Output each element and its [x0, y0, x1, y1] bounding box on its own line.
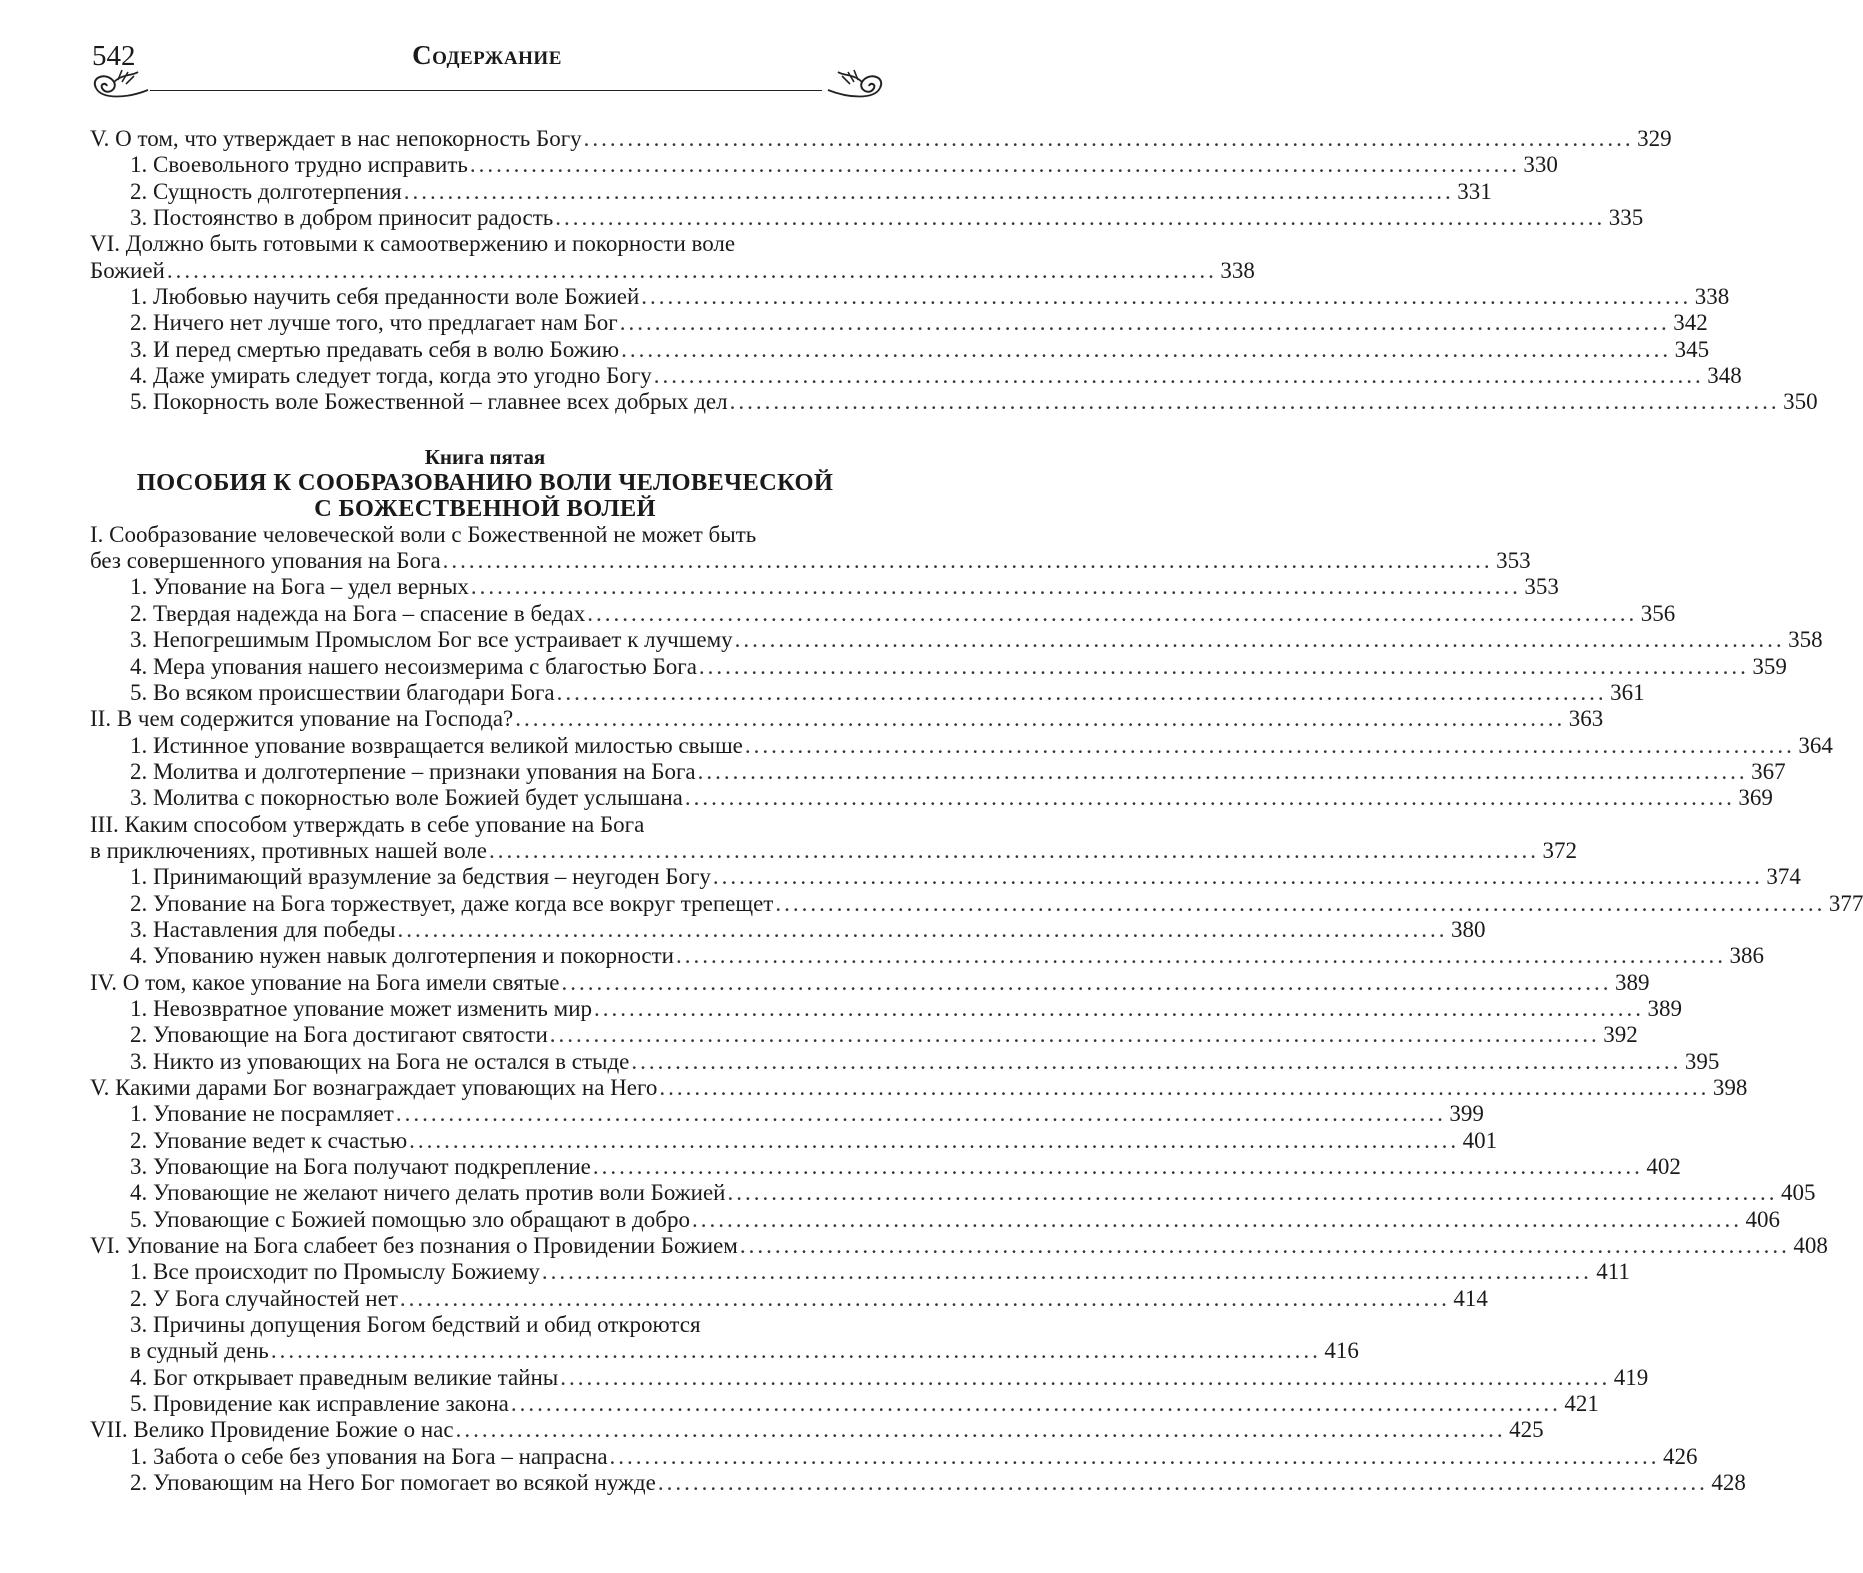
toc-page-number: 405 — [1780, 1180, 1816, 1206]
toc-leader-dots: ........................................................................................................................ — [744, 732, 1795, 758]
toc-entry-title: 1. Любовью научить себя преданности воле Божией — [130, 284, 640, 310]
toc-entry — [90, 1391, 1599, 1417]
toc-entry-title: 2. Упование на Бога торжествует, даже когда все вокруг трепещет — [130, 890, 774, 916]
toc-page-number: 419 — [1613, 1364, 1649, 1390]
toc-entry — [90, 1127, 1498, 1154]
toc-entry-title: I. Сообразование человеческой воли с Божественной не может быть — [90, 521, 757, 547]
toc-leader-dots: ........................................................................................................................ — [395, 1101, 1446, 1127]
toc-page-number: 330 — [1523, 152, 1558, 178]
toc-entry-title: VI. Должно быть готовыми к самоотвержению и покорности воле — [90, 231, 736, 257]
toc-entry-title: 4. Уповающие не желают ничего делать против воли Божией — [130, 1180, 726, 1206]
toc-entry-title: 4. Даже умирать следует тогда, когда это угодно Богу — [130, 363, 652, 389]
toc-entry-title: 3. Никто из уповающих на Бога не остался в стыде — [130, 1048, 630, 1074]
toc-page-number: 356 — [1640, 600, 1676, 626]
toc-entry — [90, 1443, 1698, 1470]
toc-page-number: 414 — [1453, 1285, 1488, 1311]
toc-entry-title: 2. Молитва и долготерпение – признаки упования на Бога — [130, 758, 696, 784]
toc-entry-title: 5. Уповающие с Божией помощью зло обращают в добро — [130, 1206, 690, 1232]
toc-leader-dots: ........................................................................................................................ — [399, 1285, 1450, 1311]
toc-leader-dots: ........................................................................................................................ — [641, 284, 1692, 310]
toc-leader-dots: ........................................................................................................................ — [409, 1127, 1460, 1153]
toc-section-bottom — [90, 521, 1863, 1497]
toc-entry — [90, 205, 1644, 231]
toc-entry-title: 4. Упованию нужен навык долготерпения и покорности — [130, 943, 674, 969]
toc-entry-title: 1. Все происходит по Промыслу Божиему — [130, 1259, 540, 1285]
toc-entry-title: VI. Упование на Бога слабеет без познания о Провидении Божием — [90, 1233, 738, 1259]
toc-entry-title: 1. Упование не посрамляет — [130, 1101, 394, 1127]
toc-leader-dots: ........................................................................................................................ — [609, 1443, 1660, 1469]
toc-leader-dots: ........................................................................................................................ — [775, 890, 1826, 916]
toc-page-number: 331 — [1457, 178, 1492, 204]
toc-page-number: 399 — [1449, 1101, 1484, 1127]
table-of-contents — [90, 126, 1863, 1497]
toc-entry — [90, 943, 1764, 969]
book-title-line-2: С БОЖЕСТВЕННОЙ ВОЛЕЙ — [314, 494, 656, 522]
section-spacer — [90, 416, 880, 444]
toc-entry — [90, 310, 1708, 336]
toc-entry — [90, 864, 1801, 890]
toc-leader-dots: ........................................................................................................................ — [397, 916, 1448, 942]
toc-entry — [90, 1364, 1649, 1391]
toc-entry-title: 3. Наставления для победы — [130, 916, 396, 942]
toc-entry-title: 1. Упование на Бога – удел верных — [130, 574, 469, 600]
toc-leader-dots: ........................................................................................................................ — [583, 126, 1634, 151]
toc-page-number: 335 — [1608, 205, 1644, 231]
toc-entry — [90, 336, 1710, 363]
toc-section-top — [90, 126, 1818, 416]
toc-entry — [90, 389, 1818, 415]
toc-page-number: 426 — [1663, 1443, 1698, 1469]
toc-entry — [90, 257, 1255, 284]
toc-page-number: 338 — [1220, 257, 1255, 283]
toc-entry-title: 1. Своевольного трудно исправить — [130, 152, 468, 178]
toc-leader-dots: ........................................................................................................................ — [621, 336, 1672, 362]
toc-leader-dots: ........................................................................................................................ — [691, 1206, 1742, 1232]
toc-entry — [90, 1206, 1780, 1233]
toc-entry-title: 1. Забота о себе без упования на Бога – напрасна — [130, 1443, 608, 1469]
toc-page-number: 425 — [1509, 1417, 1544, 1443]
toc-entry-title: 2. Ничего нет лучше того, что предлагает нам Бог — [130, 310, 618, 336]
toc-entry-title: 3. Постоянство в добром приносит радость — [130, 205, 554, 231]
toc-entry-title: 2. Твердая надежда на Бога – спасение в бедах — [130, 600, 586, 626]
toc-entry — [90, 1154, 1681, 1180]
toc-entry-title: 1. Принимающий вразумление за бедствия – неугоден Богу — [130, 864, 711, 890]
toc-entry-title: 3. Непогрешимым Промыслом Бог все устраивает к лучшему — [130, 627, 733, 653]
toc-page-number: 369 — [1738, 785, 1773, 811]
toc-page-number: 406 — [1745, 1206, 1780, 1232]
toc-leader-dots: ........................................................................................................................ — [729, 389, 1780, 415]
toc-page-number: 359 — [1752, 653, 1787, 679]
toc-entry — [90, 679, 1645, 706]
toc-page-number: 345 — [1674, 336, 1710, 362]
toc-leader-dots: ........................................................................................................................ — [592, 1154, 1643, 1180]
toc-entry-title: 2. Упование ведет к счастью — [130, 1127, 408, 1153]
toc-leader-dots: ........................................................................................................................ — [560, 1364, 1611, 1390]
toc-entry — [90, 152, 1558, 178]
toc-entry-title: 3. Молитва с покорностью воле Божией будет услышана — [130, 785, 683, 811]
toc-leader-dots: ........................................................................................................................ — [166, 257, 1217, 283]
toc-leader-dots: ........................................................................................................................ — [515, 706, 1566, 732]
toc-page-number: 372 — [1542, 837, 1577, 863]
toc-entry — [90, 126, 1672, 152]
toc-entry — [90, 837, 1577, 864]
toc-entry-title: V. О том, что утверждает в нас непокорность Богу — [90, 126, 582, 151]
toc-leader-dots: ........................................................................................................................ — [403, 178, 1454, 204]
toc-page-number: 353 — [1524, 574, 1559, 600]
toc-leader-dots: ........................................................................................................................ — [697, 758, 1748, 784]
toc-entry — [90, 758, 1786, 785]
toc-entry-title: 2. У Бога случайностей нет — [130, 1285, 398, 1311]
toc-leader-dots: ........................................................................................................................ — [653, 363, 1704, 389]
toc-entry-title: 5. Во всяком происшествии благодари Бога — [130, 679, 555, 705]
toc-entry-title: 3. Уповающие на Бога получают подкрепление — [130, 1154, 591, 1180]
toc-page-number: 392 — [1603, 1022, 1638, 1048]
toc-leader-dots: ........................................................................................................................ — [556, 679, 1607, 705]
toc-leader-dots: ........................................................................................................................ — [469, 152, 1520, 178]
toc-page-number: 389 — [1647, 995, 1683, 1021]
toc-leader-dots: ........................................................................................................................ — [659, 1075, 1710, 1100]
toc-leader-dots: ........................................................................................................................ — [712, 864, 1763, 890]
toc-entry-title: 2. Уповающим на Него Бог помогает во всякой нужде — [130, 1470, 656, 1496]
toc-entry-title: в приключениях, противных нашей воле — [90, 837, 487, 863]
toc-entry — [90, 548, 1531, 574]
toc-page-number: 408 — [1793, 1233, 1828, 1259]
toc-leader-dots: ........................................................................................................................ — [684, 785, 1735, 811]
header-rule — [150, 90, 822, 91]
toc-entry — [90, 627, 1823, 653]
book-label: Книга пятая — [424, 444, 546, 469]
toc-entry-title: 4. Мера упования нашего несоизмерима с благостью Бога — [130, 653, 697, 679]
toc-page-number: 377 — [1828, 890, 1863, 916]
toc-page-number: 402 — [1646, 1154, 1681, 1180]
toc-entry-title: 5. Провидение как исправление закона — [130, 1391, 509, 1417]
toc-page-number: 428 — [1711, 1470, 1746, 1496]
toc-entry-title: Божией — [90, 257, 165, 283]
toc-leader-dots: ........................................................................................................................ — [727, 1180, 1778, 1206]
page-header — [92, 34, 882, 82]
toc-entry — [90, 653, 1787, 680]
toc-entry — [90, 1180, 1816, 1206]
toc-entry — [90, 1048, 1720, 1075]
toc-entry — [90, 284, 1730, 310]
toc-entry-title: 5. Покорность воле Божественной – главнее всех добрых дел — [130, 389, 728, 415]
toc-entry-title: 1. Истинное упование возвращается великой милостью свыше — [130, 732, 743, 758]
toc-page-number: 380 — [1451, 916, 1486, 942]
toc-entry-title: IV. О том, какое упование на Бога имели святые — [90, 969, 560, 995]
toc-entry — [90, 178, 1492, 205]
toc-leader-dots: ........................................................................................................................ — [594, 995, 1645, 1021]
toc-entry — [90, 995, 1683, 1022]
toc-leader-dots: ........................................................................................................................ — [734, 627, 1785, 653]
toc-entry-title: 4. Бог открывает праведным великие тайны — [130, 1364, 559, 1390]
toc-entry — [90, 1285, 1488, 1312]
toc-page-number: 398 — [1712, 1075, 1748, 1100]
toc-leader-dots: ........................................................................................................................ — [657, 1470, 1708, 1496]
toc-entry — [90, 363, 1742, 389]
toc-leader-dots: ........................................................................................................................ — [631, 1048, 1682, 1074]
toc-leader-dots: ........................................................................................................................ — [619, 310, 1670, 336]
toc-entry — [90, 1338, 1359, 1364]
toc-entry — [90, 1233, 1828, 1259]
toc-page-number: 401 — [1462, 1127, 1498, 1153]
toc-page-number: 353 — [1496, 548, 1531, 574]
toc-entry — [90, 1101, 1484, 1127]
toc-leader-dots: ........................................................................................................................ — [510, 1391, 1561, 1417]
toc-entry — [90, 1259, 1630, 1285]
toc-leader-dots: ........................................................................................................................ — [555, 205, 1606, 231]
toc-page-number: 338 — [1694, 284, 1730, 310]
toc-page-number: 389 — [1615, 969, 1650, 995]
toc-entry — [90, 785, 1773, 811]
toc-leader-dots: ........................................................................................................................ — [675, 943, 1726, 969]
toc-entry-title: V. Какими дарами Бог вознаграждает уповающих на Него — [90, 1075, 658, 1100]
page-number: 542 — [92, 40, 136, 72]
toc-leader-dots: ........................................................................................................................ — [739, 1233, 1790, 1259]
toc-entry — [90, 574, 1559, 600]
toc-page-number: 363 — [1568, 706, 1604, 732]
toc-page-number: 350 — [1783, 389, 1818, 415]
toc-leader-dots: ........................................................................................................................ — [549, 1022, 1600, 1048]
toc-entry-title: 2. Сущность долготерпения — [130, 178, 402, 204]
toc-entry — [90, 600, 1676, 627]
toc-entry-title: VII. Велико Провидение Божие о нас — [90, 1417, 454, 1443]
toc-entry — [90, 1022, 1638, 1048]
toc-leader-dots: ........................................................................................................................ — [561, 969, 1612, 995]
toc-entry — [90, 706, 1604, 732]
toc-entry-title: в судный день — [130, 1338, 269, 1364]
toc-entry — [90, 1417, 1544, 1443]
toc-leader-dots: ........................................................................................................................ — [442, 548, 1493, 574]
toc-page-number: 364 — [1798, 732, 1833, 758]
toc-page-number: 342 — [1673, 310, 1708, 336]
toc-page-number: 386 — [1729, 943, 1764, 969]
toc-leader-dots: ........................................................................................................................ — [698, 653, 1749, 679]
flourish-ornament-icon — [88, 66, 150, 110]
toc-entry — [90, 1470, 1746, 1496]
toc-page-number: 367 — [1751, 758, 1786, 784]
toc-entry — [90, 1075, 1748, 1101]
toc-entry — [90, 969, 1650, 996]
toc-page-number: 411 — [1596, 1259, 1630, 1285]
toc-entry — [90, 732, 1833, 759]
toc-page-number: 348 — [1707, 363, 1742, 389]
toc-entry — [90, 916, 1486, 943]
toc-entry-title: без совершенного упования на Бога — [90, 548, 441, 574]
toc-page-number: 329 — [1637, 126, 1672, 151]
toc-page-number: 361 — [1610, 679, 1645, 705]
toc-page-number: 358 — [1788, 627, 1823, 653]
toc-leader-dots: ........................................................................................................................ — [488, 837, 1539, 863]
toc-page-number: 421 — [1564, 1391, 1599, 1417]
toc-entry-title: 2. Уповающие на Бога достигают святости — [130, 1022, 548, 1048]
toc-entry-title: 3. Причины допущения Богом бедствий и обид откроются — [130, 1312, 701, 1338]
toc-page-number: 416 — [1324, 1338, 1359, 1364]
toc-leader-dots: ........................................................................................................................ — [470, 574, 1521, 600]
toc-page-number: 395 — [1684, 1048, 1720, 1074]
toc-entry — [90, 890, 1863, 917]
toc-page-number: 374 — [1766, 864, 1801, 890]
book-title-line-1: ПОСОБИЯ К СООБРАЗОВАНИЮ ВОЛИ ЧЕЛОВЕЧЕСКОЙ — [136, 468, 834, 496]
toc-entry-title: 3. И перед смертью предавать себя в волю Божию — [130, 336, 620, 362]
toc-entry-title: III. Каким способом утверждать в себе упование на Бога — [90, 811, 645, 837]
toc-leader-dots: ........................................................................................................................ — [455, 1417, 1506, 1443]
toc-leader-dots: ........................................................................................................................ — [587, 600, 1638, 626]
toc-entry-title: 1. Невозвратное упование может изменить мир — [130, 995, 593, 1021]
toc-entry-title: II. В чем содержится упование на Господа? — [90, 706, 514, 732]
toc-leader-dots: ........................................................................................................................ — [541, 1259, 1592, 1285]
page-title: Содержание — [412, 40, 562, 70]
toc-leader-dots: ........................................................................................................................ — [270, 1338, 1321, 1364]
flourish-ornament-icon — [826, 66, 888, 110]
